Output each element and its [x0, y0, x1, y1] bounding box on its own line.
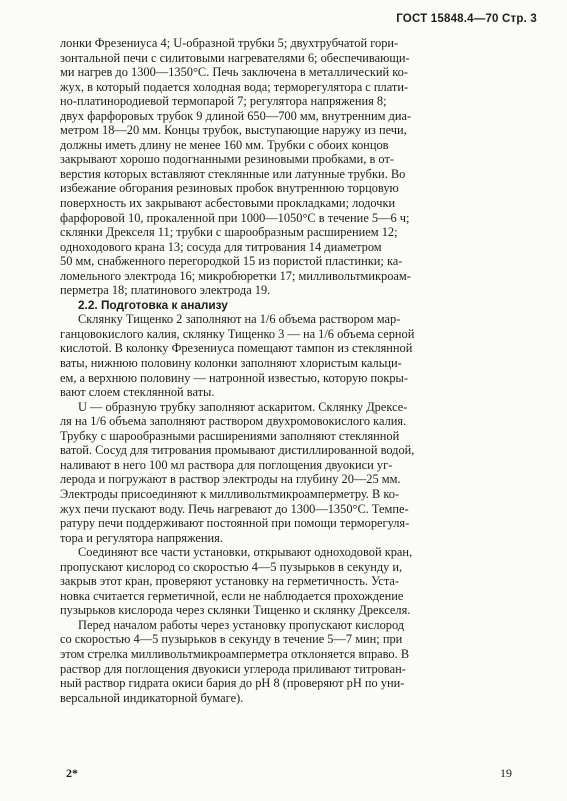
text-line: ля на 1/6 объема заполняют раствором двухромовокислого калия.: [60, 414, 407, 429]
page-header: ГОСТ 15848.4—70 Стр. 3: [396, 13, 537, 25]
text-line: ватой. Сосуд для титрования промывают дистиллированной водой,: [60, 443, 415, 458]
text-line: метром 18—20 мм. Концы трубок, выступающие наружу из печи,: [60, 123, 407, 138]
text-line: ваты, нижнюю половину колонки заполняют хлористым кальци-: [60, 356, 402, 371]
text-line: одноходового крана 13; сосуда для титрования 14 диаметром: [60, 239, 382, 254]
text-line: ем, а верхнюю половину — натронной известью, которую покры-: [60, 370, 409, 385]
signature-mark: 2*: [66, 766, 78, 780]
text-line: ломельного электрода 16; микробюретки 17; милливольтмикроам-: [60, 268, 411, 283]
text-line: лерода и погружают в раствор электроды на глубину 20—25 мм.: [60, 472, 401, 487]
text-line: пузырьков кислорода через склянки Тищенко и склянку Дрекселя.: [60, 603, 411, 618]
section-heading: 2.2. Подготовка к анализу: [78, 297, 228, 312]
text-line: перметра 18; платинового электрода 19.: [60, 283, 271, 298]
paragraph-equipment-list: [60, 36, 522, 298]
text-line: Перед началом работы через установку пропускают кислород: [78, 617, 405, 632]
document-body: [60, 36, 522, 705]
text-line: лонки Фрезениуса 4; U-образной трубки 5; двухтрубчатой гори-: [60, 36, 399, 50]
text-line: ганцовокислого калия, склянку Тищенко 3 — на 1/6 объема серной: [60, 326, 415, 341]
text-line: закрывают хорошо подогнанными резиновыми пробками, в от-: [60, 152, 394, 167]
text-line: наливают в него 100 мл раствора для поглощения двуокиси уг-: [60, 457, 393, 472]
text-line: но-платинородиевой термопарой 7; регулятора напряжения 8;: [60, 94, 387, 109]
paragraph-before-work: [60, 618, 522, 705]
text-line: фарфоровой 10, прокаленной при 1000—1050°С в течение 5—6 ч;: [60, 210, 410, 225]
text-line: двух фарфоровых трубок 9 длиной 650—700 мм, внутренним диа-: [60, 108, 412, 123]
text-line: новка считается герметичной, если не наблюдается прохождение: [60, 588, 404, 603]
text-line: кислотой. В колонку Фрезениуса помещают тампон из стеклянной: [60, 341, 413, 356]
text-line: Трубку с шарообразными расширениями заполняют стеклянной: [60, 428, 400, 443]
text-line: U — образную трубку заполняют аскаритом. Склянку Дрексе-: [78, 399, 408, 414]
text-line: закрыв этот кран, проверяют установку на герметичность. Уста-: [60, 574, 400, 589]
text-line: раствор для поглощения двуокиси углерода приливают титрован-: [60, 661, 406, 676]
text-line: зонтальной печи с силитовыми нагревателями 6; обеспечивающи-: [60, 50, 410, 65]
paragraph-tightness-check: [60, 545, 522, 618]
text-line: поверхность их закрывают асбестовыми прокладками; лодочки: [60, 196, 396, 211]
text-line: Склянку Тищенко 2 заполняют на 1/6 объема раствором мар-: [78, 312, 401, 327]
text-line: ратуру печи поддерживают постоянной при помощи терморегуля-: [60, 516, 410, 531]
text-line: верстия которых вставляют стеклянные или латунные трубки. Во: [60, 166, 406, 181]
paragraph-u-tube: [60, 400, 522, 545]
text-line: этом стрелка милливольтмикроамперметра отклоняется вправо. В: [60, 646, 410, 661]
text-line: Соединяют все части установки, открывают одноходовой кран,: [78, 545, 413, 560]
text-line: жух печи пускают воду. Печь нагревают до 1300—1350°С. Темпе-: [60, 501, 409, 516]
text-line: ми нагрев до 1300—1350°С. Печь заключена в металлический ко-: [60, 65, 408, 80]
text-line: пропускают кислород со скоростью 4—5 пузырьков в секунду и,: [60, 559, 403, 574]
text-line: вают слоем стеклянной ваты.: [60, 385, 215, 400]
text-line: жух, в который подается холодная вода; терморегулятора с плати-: [60, 79, 409, 94]
text-line: склянки Дрекселя 11; трубки с шарообразным расширением 12;: [60, 225, 398, 240]
text-line: со скоростью 4—5 пузырьков в секунду в течение 5—7 мин; при: [60, 632, 403, 647]
page-number: 19: [500, 766, 512, 780]
text-line: версальной индикаторной бумаге).: [60, 690, 244, 705]
text-line: избежание обгорания резиновых пробок внутреннюю торцовую: [60, 181, 399, 196]
text-line: должны иметь длину не менее 160 мм. Трубки с обоих концов: [60, 137, 389, 152]
text-line: ный раствор гидрата окиси бария до pH 8 (проверяют pH по уни-: [60, 676, 405, 691]
paragraph-tishchenko-flasks: [60, 312, 522, 399]
text-line: 50 мм, снабженного перегородкой 15 из пористой пластинки; ка-: [60, 254, 403, 269]
text-line: Электроды присоединяют к милливольтмикроамперметру. В ко-: [60, 486, 400, 501]
text-line: тора и регулятора напряжения.: [60, 530, 223, 545]
